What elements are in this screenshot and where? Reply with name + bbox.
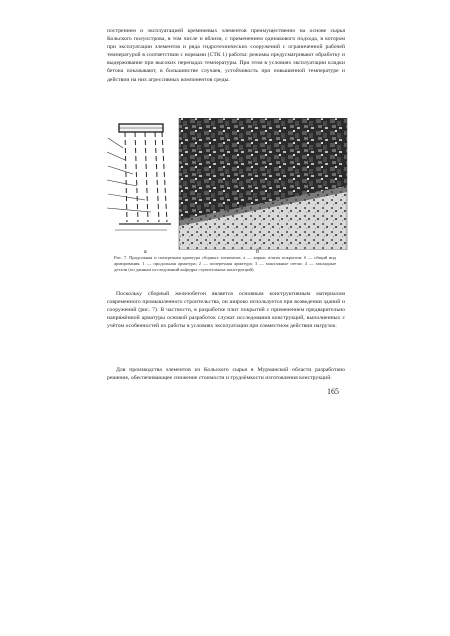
page-number: 165 xyxy=(327,387,339,396)
paragraph-3: Для производства элементов из Кольского сырья в Мурманской области разработано решение, обеспечивающее снижение стоимости и трудоёмкости изготовления конструкций. xyxy=(107,367,345,382)
paragraph-top: пострением и эксплуатацией кремниевых элементов преимущественно на основе сырья Кольского полуострова, в том числе и вблизи, с применением одинакового подхода, в котором при эксплуатации элементов и ряда гидротехнических сооружений с ограниченной рабочей температурой в соответствии с нормами (СТК 1) работы: режимы предусматривают обработку и выдерживание при высоких перепадах температуры. При этом в условиях эксплуатации кладки бетона показывают, в большинстве случаев, устойчивость при повышенной температуре и действии на них агрессивных компонентов среды. xyxy=(107,28,345,83)
figure-caption: Рис. 7. Продольная и поперечная арматура сборных элементов: а — каркас плиты покрытия; б — общий вид армирования. 1 — продольная арматура; 2 — поперечная арматура; 3 — монтажные петли; 4 — закладные детали (по данным исследований кафедры строительных конструкций). xyxy=(114,255,336,273)
figure-label-b: б xyxy=(256,249,260,255)
figure-photo-b xyxy=(179,118,347,250)
figure-7 xyxy=(105,118,349,250)
figure-drawing-a xyxy=(107,124,171,230)
paragraph-2: Поскольку сборный железобетон является основным конструктивным материалом современного промышленного строительства, он широко используется при возведении зданий и сооружений (рис. 7). В частности, в разработке плит покрытий с применением предварительно напряжённой арматуры основой разработок служат исследования конструкций, выполненных с учётом особенностей их работы в условиях эксплуатации при совместном действии нагрузок. xyxy=(107,291,345,330)
figure-label-a: а xyxy=(144,249,147,255)
